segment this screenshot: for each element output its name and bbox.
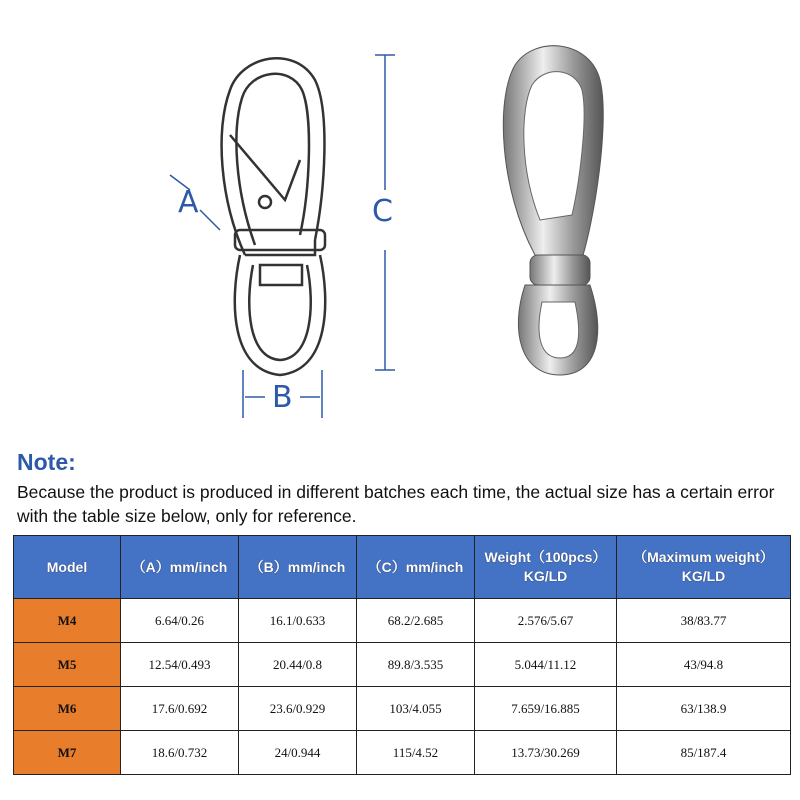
table-row [14,731,791,775]
snap-hook-line-drawing [150,40,410,420]
cell: 103/4.055 [357,687,475,731]
cell: 16.1/0.633 [239,599,357,643]
header-max-weight: （Maximum weight）KG/LD [617,536,791,599]
cell-model: M6 [14,687,121,731]
cell: 5.044/11.12 [475,643,617,687]
snap-hook-photo [480,40,630,380]
cell: 63/138.9 [617,687,791,731]
header-c: （C）mm/inch [357,536,475,599]
cell: 7.659/16.885 [475,687,617,731]
header-weight: Weight（100pcs）KG/LD [475,536,617,599]
table-row [14,599,791,643]
cell: 17.6/0.692 [121,687,239,731]
cell-model: M4 [14,599,121,643]
cell: 23.6/0.929 [239,687,357,731]
cell: 18.6/0.732 [121,731,239,775]
cell-model: M7 [14,731,121,775]
spec-table [13,535,791,775]
table-row [14,643,791,687]
dimension-label-c: C [372,194,393,229]
cell: 12.54/0.493 [121,643,239,687]
cell: 68.2/2.685 [357,599,475,643]
header-b: （B）mm/inch [239,536,357,599]
cell: 13.73/30.269 [475,731,617,775]
cell: 38/83.77 [617,599,791,643]
dimension-label-b: B [272,380,293,415]
table-header-row [14,536,791,599]
cell: 20.44/0.8 [239,643,357,687]
cell: 115/4.52 [357,731,475,775]
cell: 6.64/0.26 [121,599,239,643]
header-model: Model [14,536,121,599]
table-row [14,687,791,731]
note-text: Because the product is produced in different batches each time, the actual size has a certain error with the table size below, only for reference. [17,482,775,526]
cell: 2.576/5.67 [475,599,617,643]
cell: 89.8/3.535 [357,643,475,687]
cell: 24/0.944 [239,731,357,775]
header-a: （A）mm/inch [121,536,239,599]
cell: 85/187.4 [617,731,791,775]
cell: 43/94.8 [617,643,791,687]
dimension-label-a: A [178,185,199,220]
note-title: Note: [17,449,76,475]
cell-model: M5 [14,643,121,687]
